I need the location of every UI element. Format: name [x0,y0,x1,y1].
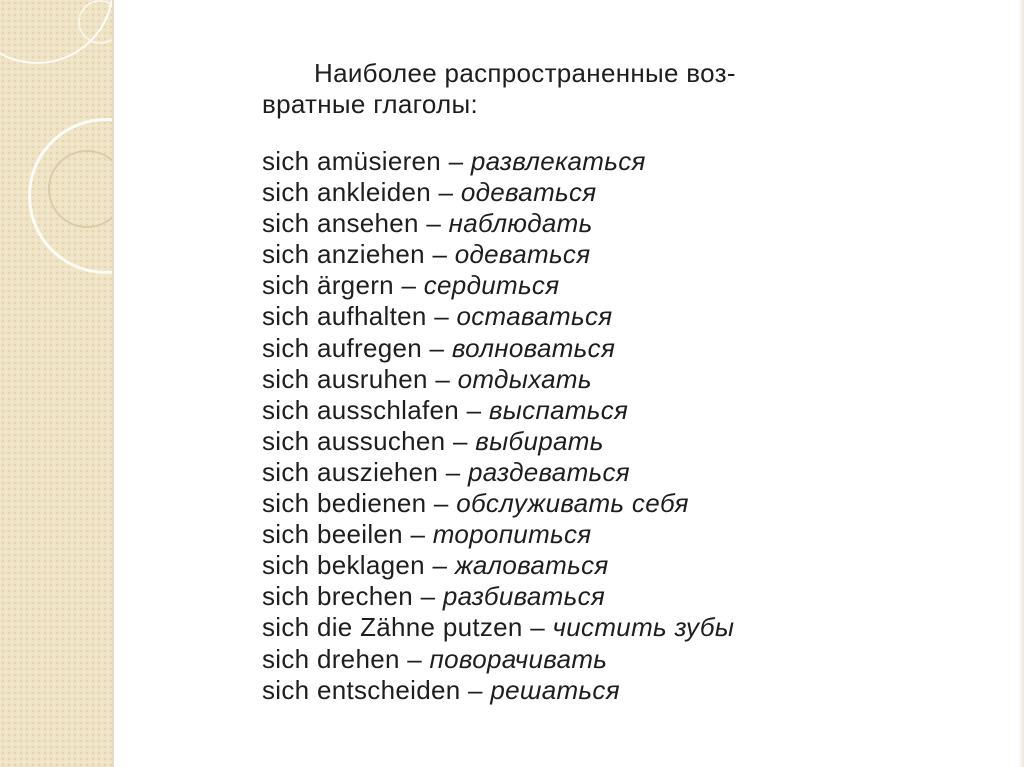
heading-line-1: Наиболее распространенные воз- [314,58,736,88]
dash-separator: – [407,643,423,674]
russian-translation: сердиться [423,270,560,301]
slide-right-edge [1018,0,1024,767]
german-verb: sich die Zähne putzen [262,612,523,643]
band-divider [112,0,114,767]
russian-translation: чистить зубы [552,612,735,643]
verb-list-item [262,581,902,612]
verb-list-item [262,488,902,519]
dash-separator: – [448,146,464,176]
verb-list-item [262,675,902,706]
russian-translation: выспаться [488,394,629,425]
verb-list-item [262,270,902,301]
russian-translation: волноваться [451,332,616,363]
russian-translation: разбиваться [442,581,606,612]
heading-line-2: вратные глаголы: [262,89,479,119]
slide-content [262,58,902,706]
slide-heading [262,58,902,120]
german-verb: sich drehen [262,643,400,674]
dash-separator: – [420,581,436,612]
verb-list-item [262,519,902,550]
german-verb: sich ärgern [262,270,394,301]
german-verb: sich amüsieren [262,146,442,176]
verb-list-item [262,644,902,675]
verb-list-item [262,239,902,270]
dash-separator: – [452,425,468,456]
russian-translation: развлекаться [470,146,646,176]
russian-translation: решаться [490,674,620,705]
decorative-side-band [0,0,112,767]
dash-separator: – [429,332,445,363]
german-verb: sich ankleiden [262,177,431,208]
russian-translation: одеваться [460,177,597,208]
german-verb: sich anziehen [262,239,425,270]
russian-translation: выбирать [475,425,604,456]
german-verb: sich bedienen [262,488,427,519]
russian-translation: оставаться [456,301,613,332]
dash-separator: – [410,519,426,550]
dash-separator: – [401,270,417,301]
verb-list-item [262,364,902,395]
german-verb: sich aufregen [262,332,423,363]
russian-translation: торопиться [432,519,592,550]
verb-list-item [262,612,902,643]
verb-list-item [262,550,902,581]
verb-list-item [262,208,902,239]
dash-separator: – [445,456,461,487]
german-verb: sich brechen [262,581,414,612]
german-verb: sich entscheiden [262,674,461,705]
dash-separator: – [432,239,448,270]
german-verb: sich ausschlafen [262,394,460,425]
dash-separator: – [433,488,449,519]
russian-translation: жаловаться [454,550,609,581]
dash-separator: – [432,550,448,581]
russian-translation: одеваться [454,239,591,270]
verb-list-item [262,333,902,364]
german-verb: sich beklagen [262,550,425,581]
german-verb: sich aufhalten [262,301,427,332]
dash-separator: – [438,177,454,208]
russian-translation: обслуживать себя [456,488,689,519]
dash-separator: – [530,612,545,643]
verb-list-item [262,426,902,457]
dash-separator: – [434,301,449,332]
verb-list-item [262,395,902,426]
russian-translation: раздеваться [468,456,630,487]
dash-separator: – [426,208,442,239]
german-verb: sich ausziehen [262,456,439,487]
german-verb: sich ansehen [262,208,419,239]
verb-list-item [262,146,902,177]
dash-separator: – [468,674,483,705]
dash-separator: – [466,394,482,425]
russian-translation: отдыхать [457,363,592,394]
russian-translation: наблюдать [448,208,593,239]
german-verb: sich beeilen [262,519,403,550]
verb-list-item [262,457,902,488]
dash-separator: – [435,363,451,394]
verb-list [262,146,902,706]
german-verb: sich aussuchen [262,425,446,456]
russian-translation: поворачивать [429,643,608,674]
german-verb: sich ausruhen [262,363,428,394]
verb-list-item [262,177,902,208]
verb-list-item [262,301,902,332]
